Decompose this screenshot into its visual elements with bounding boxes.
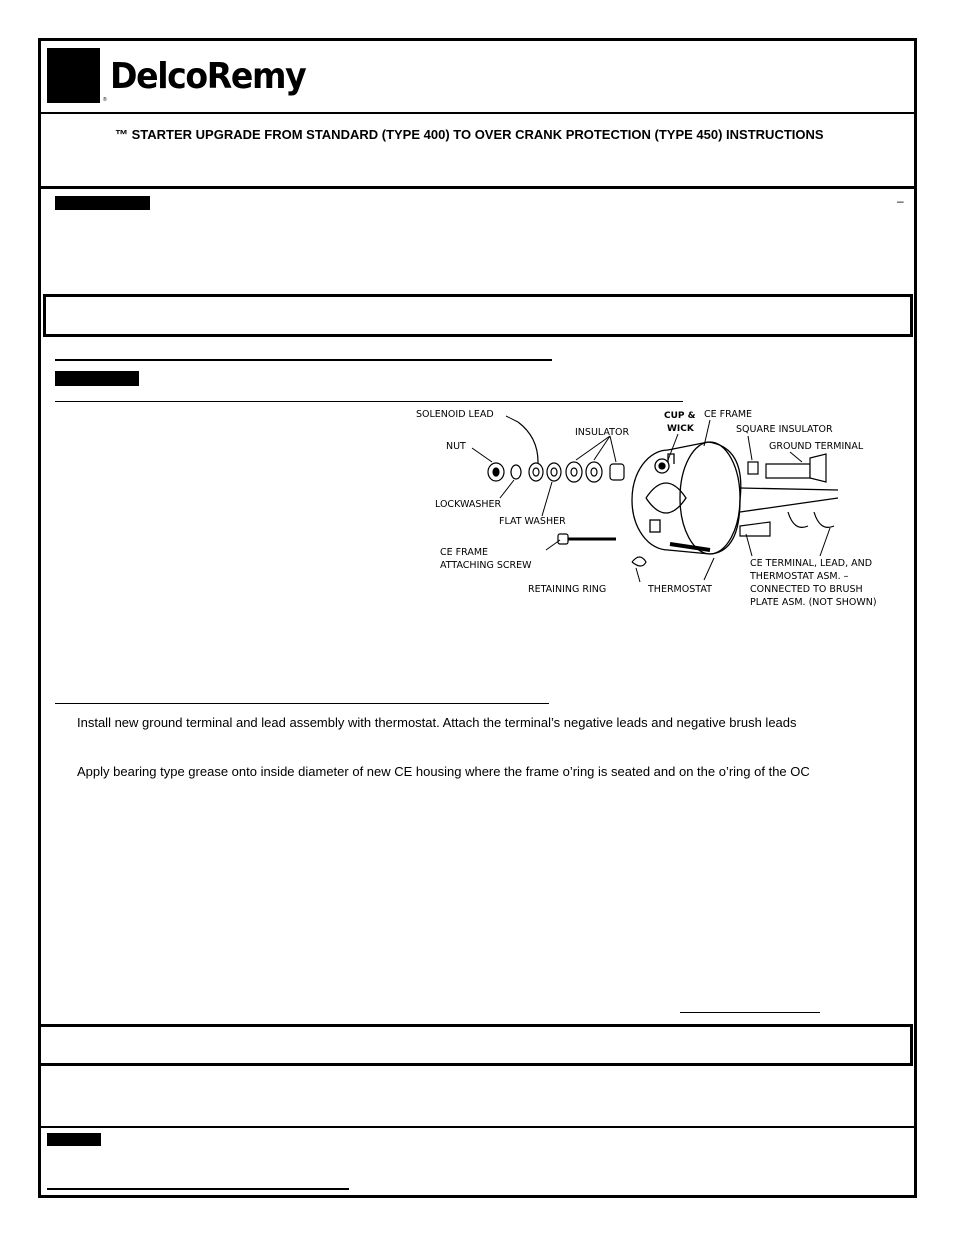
label-cup-wick-2: WICK (667, 424, 694, 434)
step-apply-grease: Apply bearing type grease onto inside diameter of new CE housing where the frame o’ring is seated and on the o’ring of the OC (77, 764, 810, 779)
label-thermostat: THERMOSTAT (648, 584, 712, 595)
document-title: ™ STARTER UPGRADE FROM STANDARD (TYPE 400) TO OVER CRANK PROTECTION (TYPE 450) INSTRUCTIONS (115, 127, 824, 142)
label-insulator: INSULATOR (575, 427, 630, 438)
label-cup-wick-1: CUP & (664, 411, 696, 421)
label-ce-terminal-2: THERMOSTAT ASM. – (750, 571, 849, 582)
label-ce-frame-screw-2: ATTACHING SCREW (440, 560, 532, 571)
label-ce-terminal-3: CONNECTED TO BRUSH (750, 584, 863, 595)
delco-remy-logo-mark (47, 48, 100, 103)
ce-frame-housing-drawing (632, 442, 838, 554)
title-divider (41, 186, 914, 189)
label-solenoid-lead: SOLENOID LEAD (416, 409, 494, 420)
delco-remy-logo-text: DelcoRemy (110, 56, 306, 97)
starter-ce-frame-exploded-diagram (410, 402, 900, 614)
label-ce-frame-screw-1: CE FRAME (440, 547, 489, 558)
footer-divider (41, 1126, 914, 1128)
redacted-heading-footer (47, 1133, 101, 1146)
footer-underline (47, 1188, 349, 1190)
registered-mark: ® (103, 97, 107, 103)
label-lock-washer: LOCKWASHER (435, 499, 502, 510)
redacted-heading-procedure (55, 371, 139, 386)
label-ground-terminal: GROUND TERMINAL (769, 441, 864, 452)
section-underline-1 (55, 359, 552, 361)
label-ce-terminal-1: CE TERMINAL, LEAD, AND (750, 558, 873, 569)
label-nut: NUT (446, 441, 466, 452)
section-underline-3 (55, 703, 549, 704)
label-square-insulator: SQUARE INSULATOR (736, 424, 833, 435)
step-install-ground-terminal: Install new ground terminal and lead assembly with thermostat. Attach the terminal’s negative leads and negative brush leads (77, 715, 797, 730)
label-retaining-ring: RETAINING RING (528, 584, 607, 595)
label-ce-frame: CE FRAME (704, 409, 753, 420)
redacted-heading-intro (55, 196, 150, 210)
intro-dash: – (897, 194, 904, 208)
notice-box-bottom (38, 1024, 913, 1066)
label-flat-washer: FLAT WASHER (499, 516, 566, 527)
header-divider (41, 112, 914, 114)
notice-box-top (43, 294, 913, 337)
label-ce-terminal-4: PLATE ASM. (NOT SHOWN) (750, 597, 877, 608)
signature-underline (680, 1012, 820, 1013)
